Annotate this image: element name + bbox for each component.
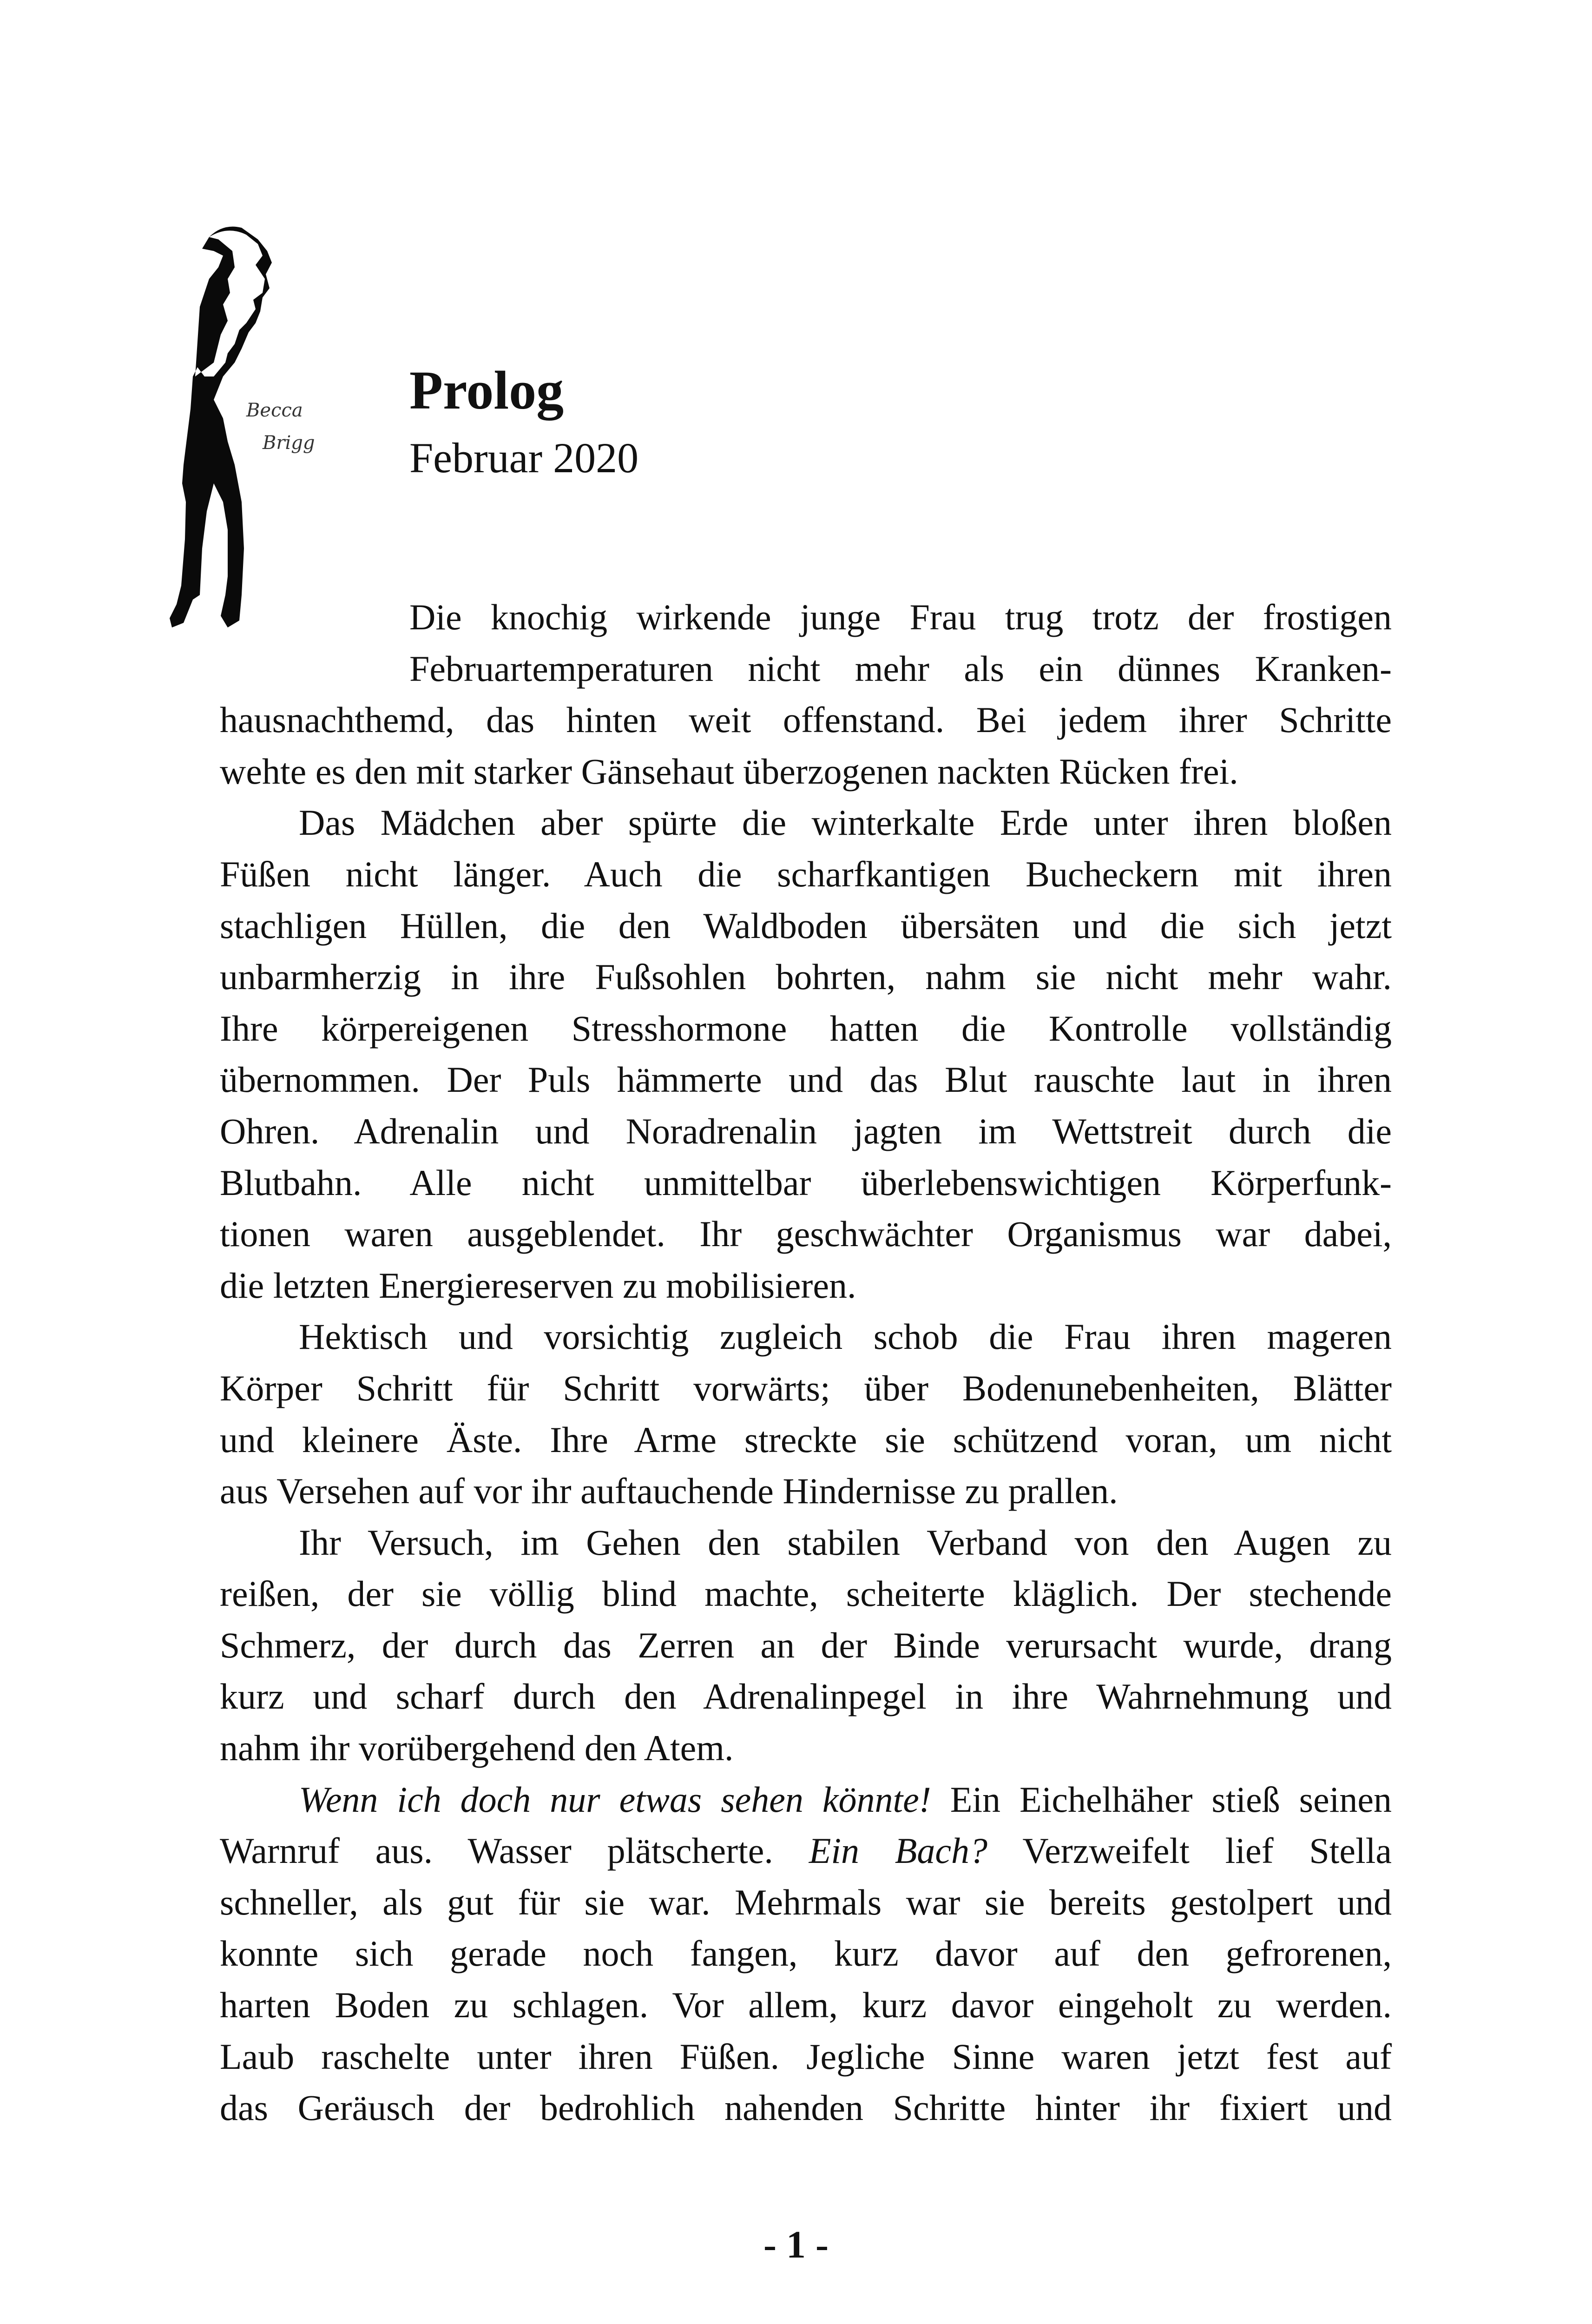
chapter-date: Februar 2020 [409, 434, 639, 482]
text-segment: Hektisch und vorsichtig zugleich schob die Frau ihren mageren [299, 1316, 1392, 1357]
text-line [220, 1928, 1392, 1980]
italic-text: Ein Bach? [809, 1830, 988, 1871]
text-line [220, 694, 1392, 746]
text-segment: Körper Schritt für Schritt vorwärts; über Bodenunebenheiten, Blätter [220, 1367, 1392, 1408]
text-line [220, 1054, 1392, 1106]
text-line [220, 1774, 1392, 1826]
text-segment: Ohren. Adrenalin und Noradrenalin jagten im Wettstreit durch die [220, 1110, 1392, 1151]
chapter-title: Prolog [409, 360, 564, 421]
text-segment: reißen, der sie völlig blind machte, scheiterte kläglich. Der stechende [220, 1573, 1392, 1614]
text-segment: Das Mädchen aber spürte die winterkalte Erde unter ihren bloßen [299, 802, 1392, 843]
text-line [220, 1106, 1392, 1157]
text-segment: Laub raschelte unter ihren Füßen. Jegliche Sinne waren jetzt fest auf [220, 2036, 1392, 2077]
text-segment: wehte es den mit starker Gänsehaut überzogenen nackten Rücken frei. [220, 751, 1238, 792]
text-segment: kurz und scharf durch den Adrenalinpegel in ihre Wahrnehmung und [220, 1676, 1392, 1717]
text-line [220, 1825, 1392, 1877]
text-segment: und kleinere Äste. Ihre Arme streckte sie schützend voran, um nicht [220, 1419, 1392, 1460]
text-line [220, 1003, 1392, 1055]
text-line [220, 1980, 1392, 2031]
text-segment: unbarmherzig in ihre Fußsohlen bohrten, nahm sie nicht mehr wahr. [220, 957, 1392, 997]
text-line [220, 1260, 1392, 1312]
woman-silhouette-icon [158, 223, 307, 632]
text-line [220, 1208, 1392, 1260]
text-line [220, 1671, 1392, 1723]
text-segment: Verzweifelt lief Stella [987, 1830, 1392, 1871]
text-line [220, 1311, 1392, 1363]
logo-text-last-name: Brigg [263, 432, 315, 454]
text-line [220, 951, 1392, 1003]
text-line [220, 1157, 1392, 1209]
text-line [220, 797, 1392, 849]
text-segment: Die knochig wirkende junge Frau trug trotz der frostigen [409, 597, 1392, 637]
text-line [220, 1414, 1392, 1466]
text-segment: konnte sich gerade noch fangen, kurz davor auf den gefrorenen, [220, 1933, 1392, 1974]
text-line [220, 2082, 1392, 2134]
text-segment: aus Versehen auf vor ihr auftauchende Hindernisse zu prallen. [220, 1471, 1118, 1512]
text-line [220, 1877, 1392, 1928]
text-line [220, 746, 1392, 798]
text-segment: nahm ihr vorübergehend den Atem. [220, 1728, 734, 1769]
text-line [220, 643, 1392, 695]
text-segment: harten Boden zu schlagen. Vor allem, kurz davor eingeholt zu werden. [220, 1985, 1392, 2026]
text-segment: Blutbahn. Alle nicht unmittelbar überlebenswichtigen Körperfunk- [220, 1162, 1392, 1203]
text-segment: die letzten Energiereserven zu mobilisieren. [220, 1265, 856, 1306]
text-segment: hausnachthemd, das hinten weit offenstand. Bei jedem ihrer Schritte [220, 700, 1392, 740]
text-segment: Februartemperaturen nicht mehr als ein dünnes Kranken- [409, 648, 1392, 689]
text-segment: Warnruf aus. Wasser plätscherte. [220, 1830, 809, 1871]
text-segment: Ihre körpereigenen Stresshormone hatten die Kontrolle vollständig [220, 1008, 1392, 1049]
text-segment: tionen waren ausgeblendet. Ihr geschwächter Organismus war dabei, [220, 1214, 1392, 1254]
text-segment: Füßen nicht länger. Auch die scharfkantigen Bucheckern mit ihren [220, 853, 1392, 894]
text-line [220, 1620, 1392, 1671]
text-line [220, 1723, 1392, 1774]
text-line [220, 1363, 1392, 1414]
author-logo-silhouette [158, 223, 315, 632]
text-line [220, 1517, 1392, 1569]
body-text [220, 592, 1392, 2134]
text-segment: Ihr Versuch, im Gehen den stabilen Verband von den Augen zu [299, 1522, 1392, 1563]
text-segment: stachligen Hüllen, die den Waldboden übersäten und die sich jetzt [220, 905, 1392, 946]
text-line [220, 592, 1392, 643]
text-line [220, 900, 1392, 952]
text-line [220, 849, 1392, 900]
text-line [220, 2031, 1392, 2083]
logo-text-first-name: Becca [246, 400, 303, 421]
text-segment: übernommen. Der Puls hämmerte und das Blut rauschte laut in ihren [220, 1059, 1392, 1100]
text-segment: Schmerz, der durch das Zerren an der Binde verursacht wurde, drang [220, 1624, 1392, 1665]
italic-text: Wenn ich doch nur etwas sehen könnte! [299, 1779, 931, 1820]
text-segment: Ein Eichelhäher stieß seinen [931, 1779, 1392, 1820]
text-segment: schneller, als gut für sie war. Mehrmals war sie bereits gestolpert und [220, 1882, 1392, 1922]
page-number: - 1 - [763, 2223, 829, 2266]
text-segment: das Geräusch der bedrohlich nahenden Schritte hinter ihr fixiert und [220, 2087, 1392, 2128]
text-line [220, 1466, 1392, 1517]
text-line [220, 1568, 1392, 1620]
